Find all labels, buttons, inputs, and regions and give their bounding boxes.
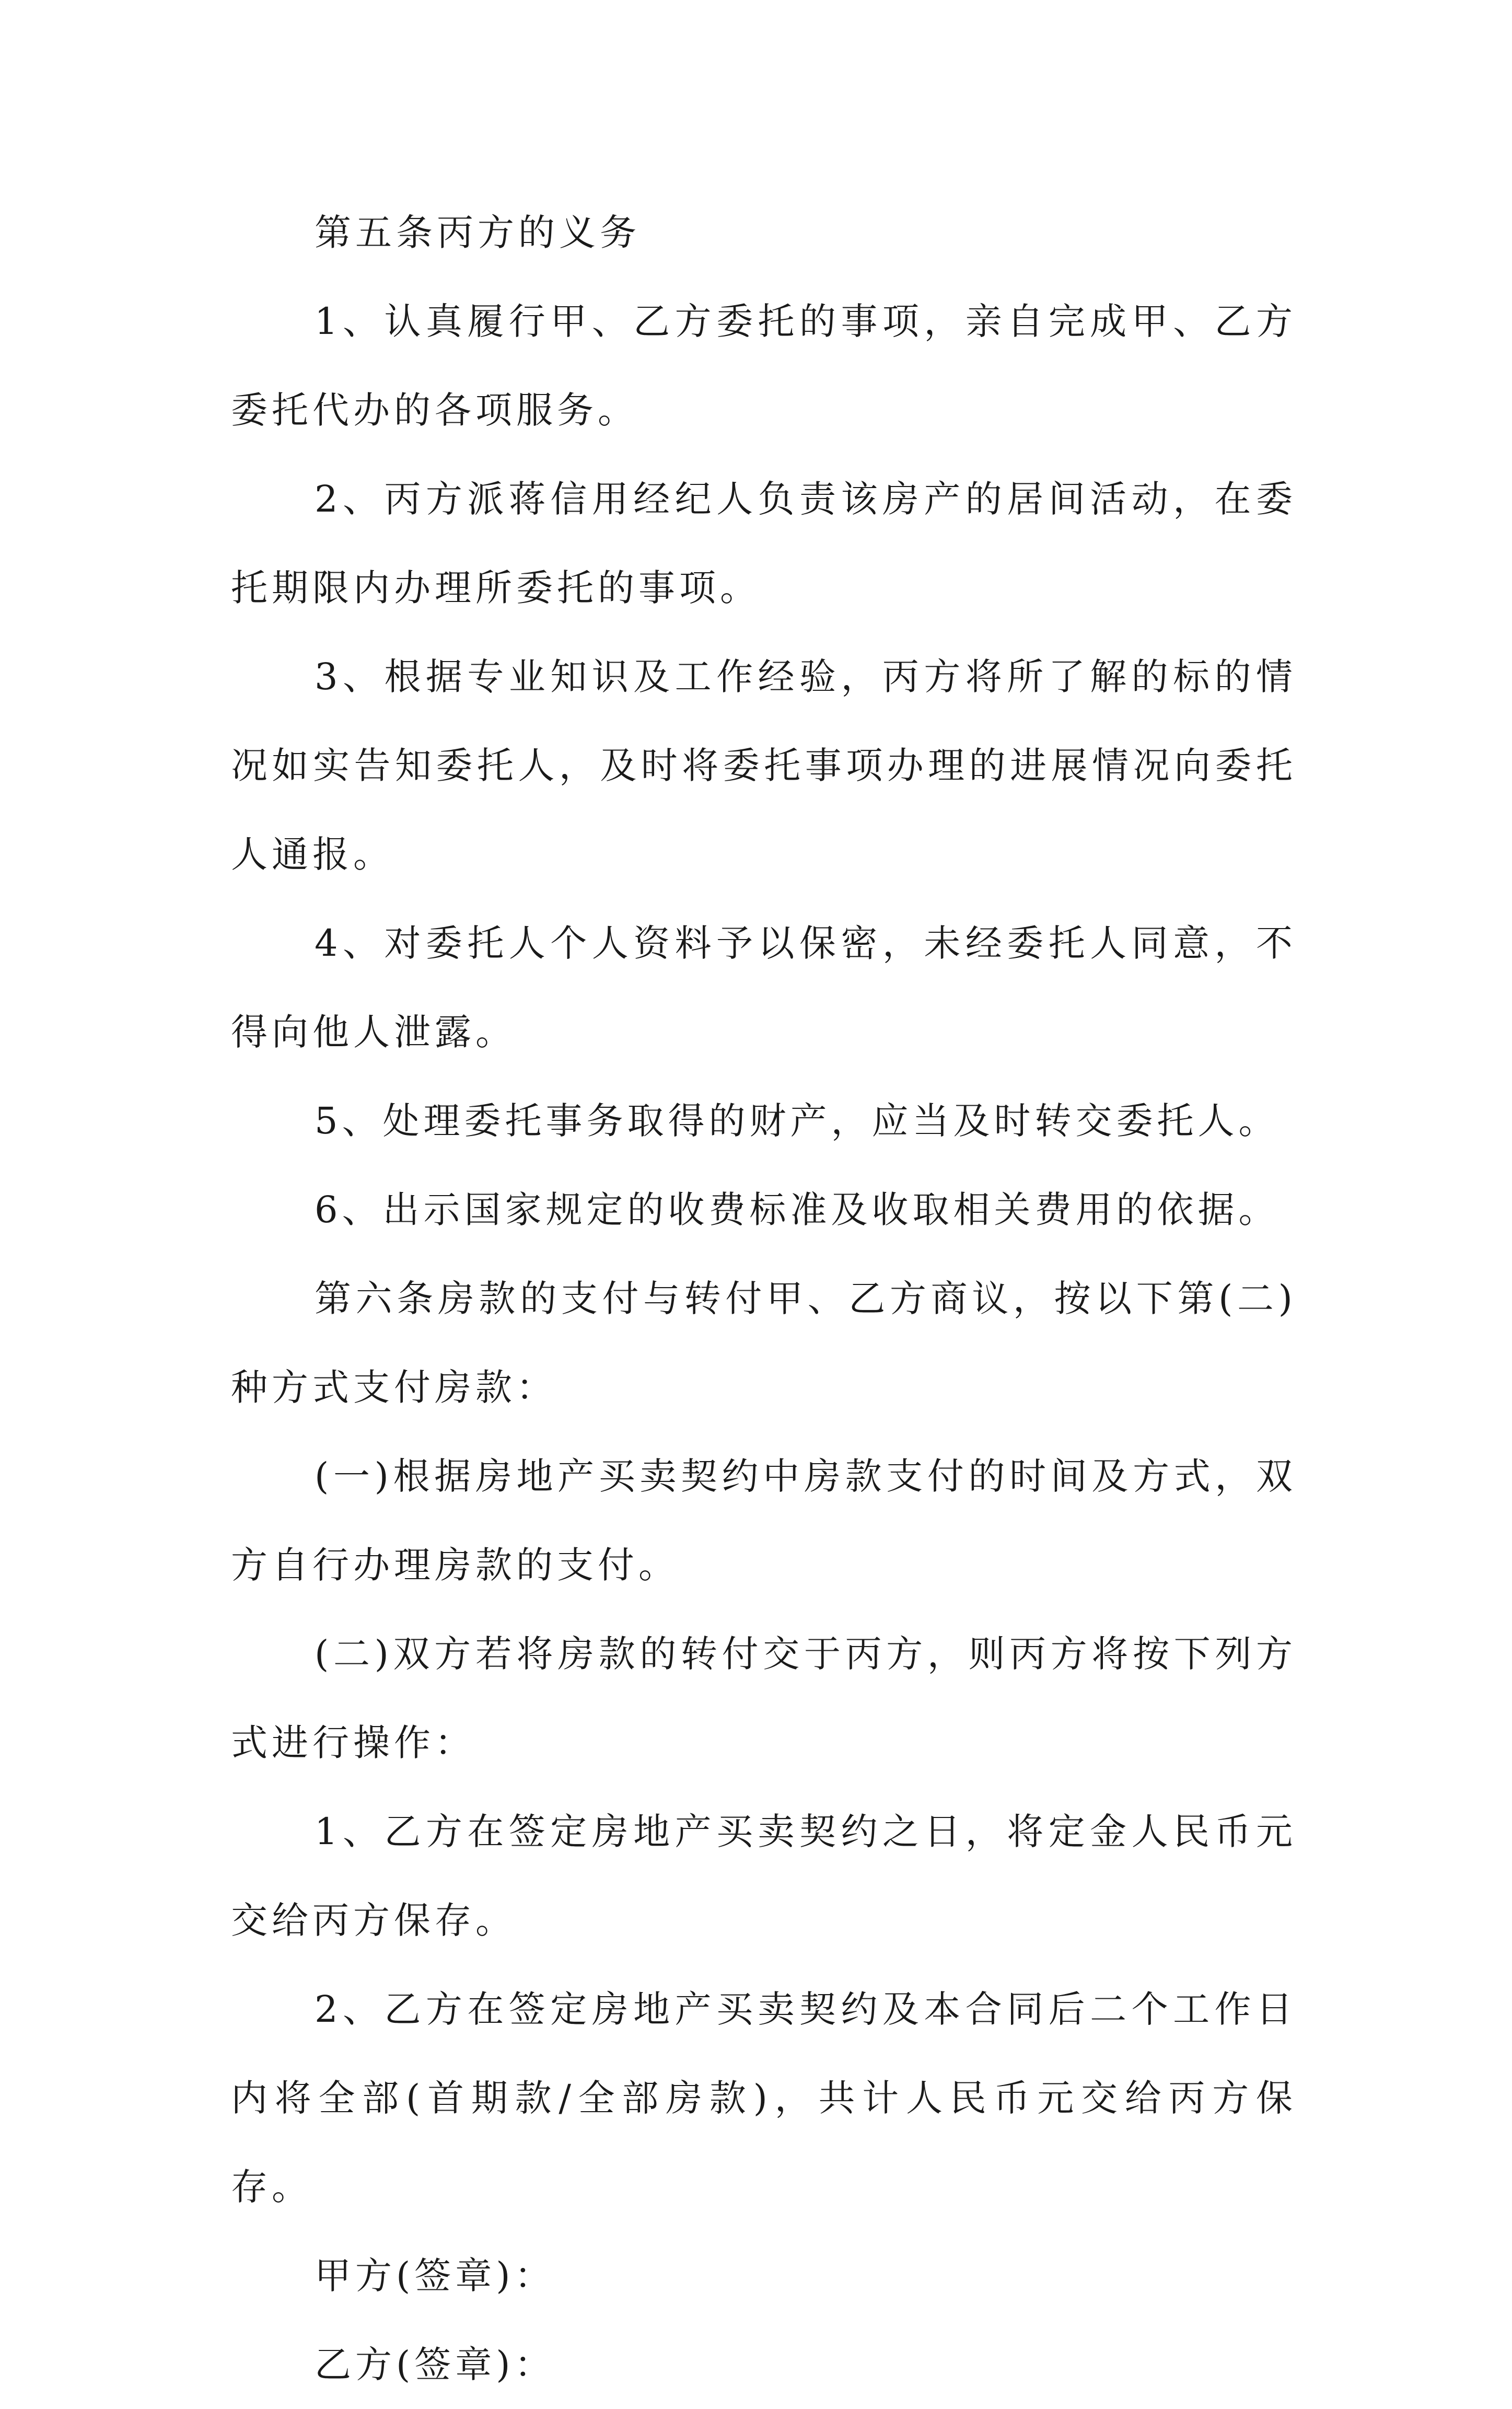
article-5-item-2: 2、丙方派蒋信用经纪人负责该房产的居间活动，在委托期限内办理所委托的事项。	[231, 478, 1297, 609]
article-5-item-5: 5、处理委托事务取得的财产，应当及时转交委托人。	[315, 1099, 1280, 1142]
document-body	[231, 188, 1297, 2409]
article-5-item-6: 6、出示国家规定的收费标准及收取相关费用的依据。	[315, 1188, 1280, 1231]
article-6-heading: 第六条房款的支付与转付甲、乙方商议，按以下第(二)种方式支付房款：	[231, 1277, 1297, 1409]
article-6-option-2: (二)双方若将房款的转付交于丙方，则丙方将按下列方式进行操作：	[231, 1632, 1297, 1764]
article-5-heading: 第五条丙方的义务	[315, 211, 641, 254]
party-b-signature-line: 乙方(签章)：	[315, 2343, 555, 2386]
article-5-item-1: 1、认真履行甲、乙方委托的事项，亲自完成甲、乙方委托代办的各项服务。	[231, 300, 1297, 432]
article-6-option-1: (一)根据房地产买卖契约中房款支付的时间及方式，双方自行办理房款的支付。	[231, 1455, 1297, 1586]
article-5-item-4: 4、对委托人个人资料予以保密，未经委托人同意，不得向他人泄露。	[231, 922, 1297, 1053]
article-5-item-3: 3、根据专业知识及工作经验，丙方将所了解的标的情况如实告知委托人，及时将委托事项办理的进展情况向委托人通报。	[231, 655, 1297, 876]
article-6-step-1: 1、乙方在签定房地产买卖契约之日，将定金人民币元交给丙方保存。	[231, 1810, 1297, 1942]
article-6-step-2: 2、乙方在签定房地产买卖契约及本合同后二个工作日内将全部(首期款/全部房款)，共计人民币元交给丙方保存。	[231, 1988, 1297, 2208]
party-a-signature-line: 甲方(签章)：	[315, 2254, 555, 2297]
